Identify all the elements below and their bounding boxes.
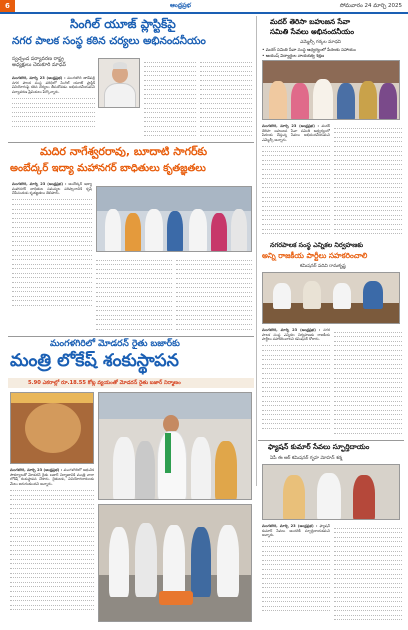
- banner1-body-col1: [12, 182, 92, 322]
- person-c2: [135, 523, 157, 597]
- story3-meeting-photo: [262, 272, 400, 324]
- banner1-dateline: మంగళగిరి, మార్చి 23 (ఆంధ్రప్రభ) :: [12, 182, 67, 186]
- story1-headline-line1: సింగిల్ యూజ్ ప్లాస్టిక్‌పై: [70, 17, 176, 31]
- person-e: [189, 209, 207, 252]
- person-g: [231, 209, 247, 252]
- story3-headline-line2: అన్ని రాజకీయ పార్టీలు సహకరించాలి: [262, 251, 368, 260]
- minister-figure: [157, 431, 187, 500]
- person-right2: [215, 441, 237, 500]
- portrait-body: [104, 83, 136, 108]
- story2-headline-line2: సమితి సేవలు అభినందనీయం: [270, 27, 355, 36]
- masthead: [0, 0, 408, 14]
- story1-body-col3: [200, 58, 252, 138]
- flower-garland: [11, 393, 94, 403]
- story3-body-col2: [334, 328, 402, 436]
- story1-body: మంగళగిరి తాడేపల్లి నగర పాలక సంస్థ పరిధిలో సింగిల్ యూజ్ ప్లాస్టిక్ వినియోగంపై కఠిన చర్యలు తీసుకోవడం అభినందనీయమని పర్యావరణ ప్రేమికులు పేర్కొన్నారు.: [12, 76, 95, 94]
- person-4: [337, 83, 355, 120]
- banner1-body-col2: [96, 256, 172, 332]
- person-s2: [317, 473, 341, 520]
- portrait-hair: [113, 62, 127, 69]
- rule-above-story4: [258, 440, 404, 441]
- person-left: [113, 437, 135, 500]
- story2-body-col2: [334, 124, 402, 236]
- person-c5: [217, 525, 239, 597]
- person-c3: [163, 525, 185, 597]
- main-kicker: మంగళగిరిలో మోడరన్ రైతు బజార్‌కు: [50, 339, 180, 349]
- story1-headline-line2: నగర పాలక సంస్థ కఠిన చర్యలు అభినందనీయం: [12, 35, 206, 47]
- story3-byline: కమిషనర్ పదివి రామకృష్ణ: [300, 264, 346, 269]
- person-2: [291, 83, 309, 120]
- person-b: [125, 213, 141, 252]
- main-body-col1: [10, 468, 94, 622]
- story3-headline-line1: నగరపాలక సంస్థ ఎన్నికల నిర్వహణకు: [270, 241, 364, 249]
- story1-byline: [12, 56, 102, 68]
- story2-bullets: [262, 47, 402, 58]
- person-a: [105, 209, 121, 252]
- person-s1: [283, 475, 305, 520]
- banner1-line2: అంబేద్కర్ ఇద్యా మహానగర్ బాధితులు కృతజ్ఞతలు: [10, 163, 206, 174]
- story4-byline: ఏపీ ఈ ఆర్ కమిషనర్ గృహ మోహన్ శర్మ: [270, 456, 343, 461]
- story2-headline-line1: మదర్ తెరిసా బహుజన సేవా: [270, 17, 351, 26]
- story3-body: నగర పాలక సంస్థ ఎన్నికల నిర్వహణకు రాజకీయ పార్టీలు సహకరించాలని కమిషనర్ కోరారు.: [262, 328, 330, 342]
- story4-body-col2: [334, 524, 402, 622]
- person-m4: [363, 281, 383, 309]
- foundation-pot: [25, 403, 81, 453]
- person-c4: [191, 527, 211, 597]
- person-3: [313, 79, 333, 120]
- story1-portrait-photo: [98, 58, 140, 108]
- person-m2: [303, 281, 321, 309]
- photo-wall: [97, 187, 252, 211]
- story2-body-col1: [262, 124, 330, 236]
- story1-byline-line2: అధ్యక్షులు చెరుకూరి మాధవ్: [12, 62, 66, 68]
- story2-body: మదర్ తెరిసా బహుజన సేవా సమితి ఆధ్వర్యంలో పేదలకు చేస్తున్న సేవలు అభినందనీయమని ఎమ్మెల్సీ అన్నారు.: [262, 124, 330, 142]
- person-s3: [353, 475, 375, 520]
- main-headline: మంత్రి లోకేష్ శంకుస్థాపన: [10, 351, 179, 371]
- story1-body-col2: [144, 58, 196, 138]
- story3-dateline: మంగళగిరి, మార్చి 23 (ఆంధ్రప్రభ) :: [262, 328, 321, 332]
- main-photo-foundation: [10, 392, 94, 464]
- rule-above-main: [8, 336, 254, 337]
- main-body: మంగళగిరిలో ఆధునిక సౌకర్యాలతో మోడరన్ రైతు బజార్ నిర్మాణానికి మంత్రి నారా లోకేష్ శంకుస్థాపన చేశారు. రైతులకు, వినియోగదారులకు మేలు జరుగుతుందని అన్నారు.: [10, 468, 94, 486]
- rule-above-banner1: [8, 142, 254, 143]
- pooja-items: [159, 591, 193, 605]
- column-divider: [256, 16, 257, 486]
- banner1-body-col3: [176, 256, 252, 332]
- story4-dateline: మంగళగిరి, మార్చి 23 (ఆంధ్రప్రభ) :: [262, 524, 318, 528]
- story2-byline: ఎమ్మెల్సీ గర్కల మాధవి: [300, 40, 341, 45]
- main-photo-ceremony: [98, 504, 252, 622]
- photo-banner-backdrop: [263, 61, 400, 83]
- story1-body-col1: [12, 76, 95, 138]
- person-m1: [273, 283, 291, 309]
- photo-sky: [99, 393, 252, 419]
- story3-body-col1: [262, 328, 330, 436]
- person-f: [211, 213, 227, 252]
- banner1-body: అంబేద్కర్ ఇద్యా మహానగర్ బాధితుల సమస్యల పరిష్కారానికి కృషి చేసినందుకు కృతజ్ఞతలు తెలిపారు.: [12, 182, 92, 196]
- story2-group-photo: [262, 60, 400, 120]
- person-c1: [109, 527, 129, 597]
- person-left2: [135, 441, 155, 500]
- story4-photo: [262, 464, 400, 520]
- person-1: [269, 81, 287, 120]
- party-scarf: [165, 433, 171, 473]
- paper-name: ఆంధ్రప్రభ: [170, 2, 191, 9]
- story2-dateline: మంగళగిరి, మార్చి 23 (ఆంధ్రప్రభ) :: [262, 124, 319, 128]
- person-6: [379, 83, 397, 120]
- person-5: [359, 81, 377, 120]
- main-subdeck: 5.90 ఎకరాల్లో రూ.18.55 కోట్ల వ్యయంతో మోడరన్ రైతు బజార్ నిర్మాణం: [28, 380, 181, 386]
- person-d: [167, 211, 183, 252]
- story4-body-col1: [262, 524, 330, 622]
- banner1-line1: మదిర నాగేశ్వరరావు, బూదాటి సాగర్‌కు: [40, 145, 208, 158]
- person-c: [145, 209, 163, 252]
- story1-byline-line1: స్వచ్ఛంద పర్యావరణ రాష్ట్ర: [12, 56, 64, 62]
- banner1-group-photo: [96, 186, 252, 252]
- story1-dateline: మంగళగిరి, మార్చి 23 (ఆంధ్రప్రభ) :: [12, 76, 66, 80]
- main-photo-minister: [98, 392, 252, 500]
- story4-body: ఫ్యాషన్ కుమార్ సేవలు అందరికీ స్ఫూర్తిదాయకమని అన్నారు.: [262, 524, 330, 538]
- story4-headline: ఫ్యాషన్ కుమార్ సేవలు స్ఫూర్తిదాయం: [268, 443, 370, 451]
- story2-bullet-1: • మదర్ సమితి సేవా సంస్థ ఆధ్వర్యంలో పేదలకు సహాయం: [262, 47, 356, 52]
- story2-bullet-2: • ఆయుష్ విద్యార్థుల నాయకత్వ శిక్షణ: [262, 52, 325, 58]
- person-m3: [333, 283, 351, 309]
- page-number: 6: [0, 0, 15, 12]
- main-dateline: మంగళగిరి, మార్చి 23 (ఆంధ్రప్రభ) :: [10, 468, 63, 472]
- issue-date: సోమవారం 24 మార్చి 2025: [339, 3, 402, 9]
- person-right: [191, 437, 211, 500]
